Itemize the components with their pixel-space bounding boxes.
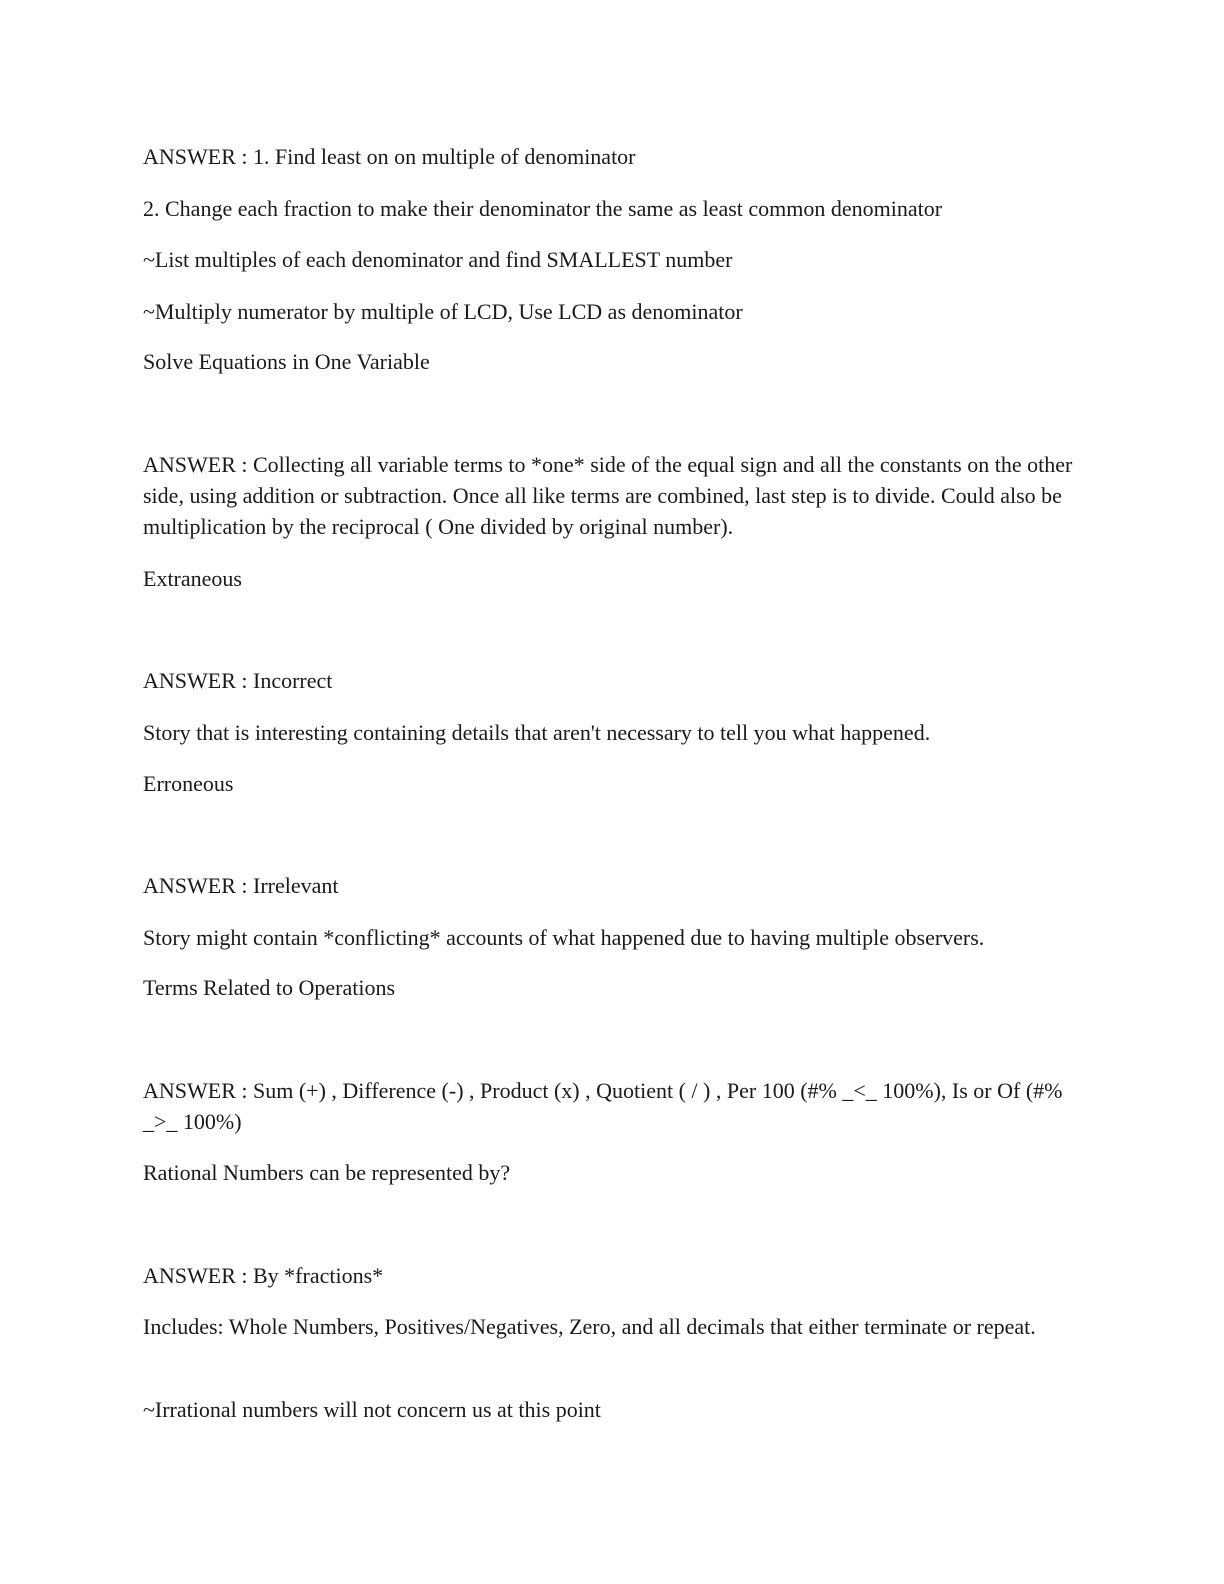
- answer-lcd-steps: ANSWER : 1. Find least on on multiple of denominator: [143, 144, 636, 169]
- note-list-multiples: ~List multiples of each denominator and find SMALLEST number: [143, 247, 733, 272]
- question-erroneous: Erroneous: [143, 771, 234, 796]
- step-change-fraction: 2. Change each fraction to make their denominator the same as least common denominator: [143, 196, 943, 221]
- answer-incorrect: ANSWER : Incorrect: [143, 668, 333, 693]
- definition-story-details: Story that is interesting containing details that aren't necessary to tell you what happened.: [143, 720, 931, 745]
- answer-irrelevant: ANSWER : Irrelevant: [143, 873, 339, 898]
- note-multiply-numerator: ~Multiply numerator by multiple of LCD, Use LCD as denominator: [143, 299, 743, 324]
- question-rational-numbers: Rational Numbers can be represented by?: [143, 1160, 511, 1185]
- answer-operations: ANSWER : Sum (+) , Difference (-) , Product (x) , Quotient ( / ) , Per 100 (#% _<_ 100%), Is or Of (#% _>_ 100%): [143, 1078, 1063, 1134]
- question-terms-operations: Terms Related to Operations: [143, 975, 396, 1000]
- definition-conflicting-accounts: Story might contain *conflicting* accounts of what happened due to having multiple observers.: [143, 925, 985, 950]
- question-solve-equations: Solve Equations in One Variable: [143, 349, 430, 374]
- note-irrational: ~Irrational numbers will not concern us at this point: [143, 1397, 601, 1422]
- answer-solve-equations: ANSWER : Collecting all variable terms to *one* side of the equal sign and all the constants on the other side, using addition or subtraction. Once all like terms are combined, last step is to divide. Could also be multiplication by the reciprocal ( One divided by original number).: [143, 452, 1073, 539]
- rational-includes: Includes: Whole Numbers, Positives/Negatives, Zero, and all decimals that either terminate or repeat.: [143, 1314, 1036, 1339]
- question-extraneous: Extraneous: [143, 566, 242, 591]
- answer-fractions: ANSWER : By *fractions*: [143, 1263, 384, 1288]
